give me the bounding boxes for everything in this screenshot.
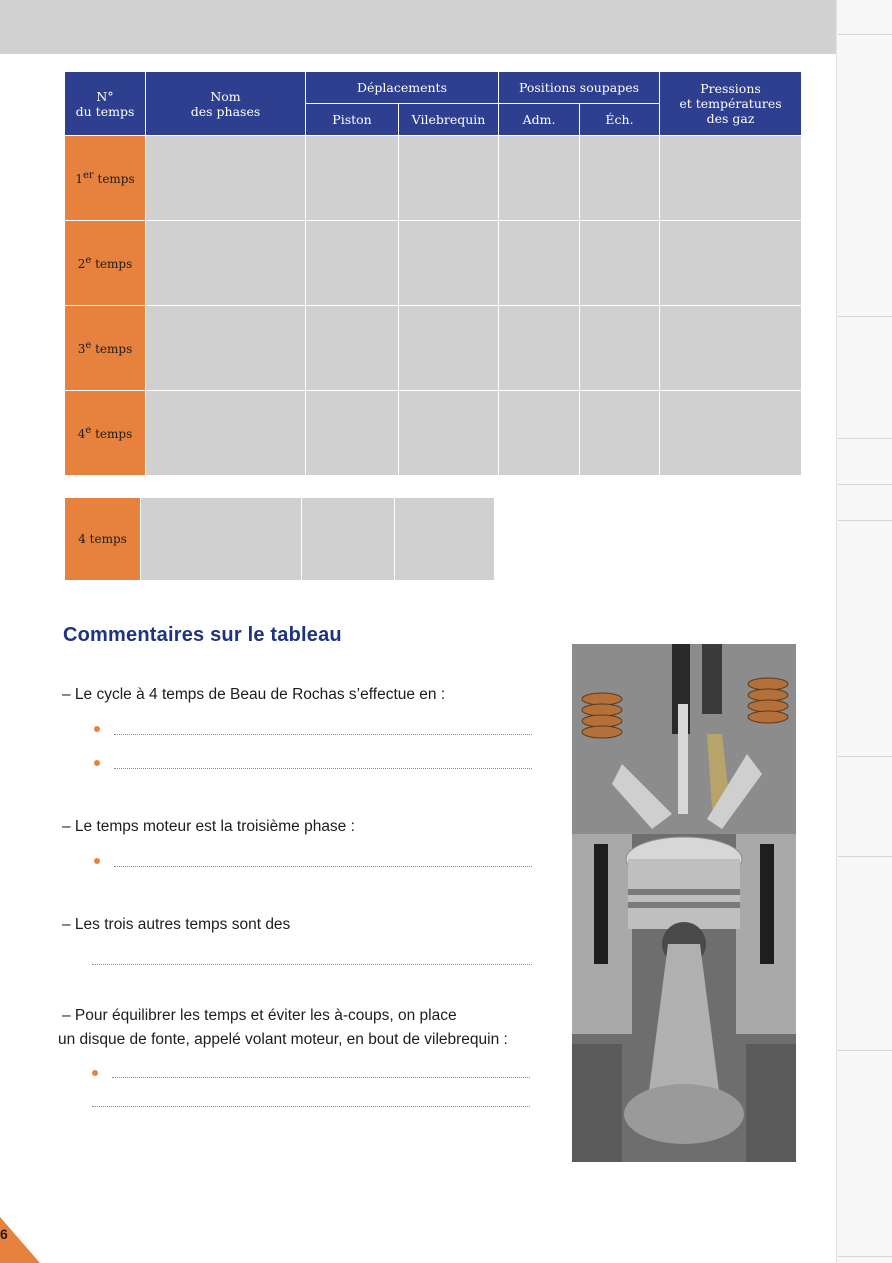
answer-cell[interactable] xyxy=(580,221,660,306)
comment-flywheel xyxy=(58,1004,508,1052)
row-label-text: temps xyxy=(91,342,133,356)
right-margin xyxy=(836,0,892,1263)
comment-power-stroke: – Le temps moteur est la troisième phase : xyxy=(62,818,355,835)
answer-cell[interactable] xyxy=(399,221,499,306)
header-intake: Adm. xyxy=(499,104,580,136)
margin-rule xyxy=(838,1050,892,1051)
bullet-dot xyxy=(94,760,100,766)
engine-cutaway-photo xyxy=(572,644,796,1162)
row-label-four-strokes: 4 temps xyxy=(65,498,141,581)
answer-line[interactable] xyxy=(92,964,532,965)
header-label: des gaz xyxy=(706,111,755,126)
answer-cell[interactable] xyxy=(146,306,306,391)
row-label-stroke-1 xyxy=(65,136,146,221)
answer-line[interactable] xyxy=(114,866,532,867)
answer-cell[interactable] xyxy=(306,391,399,476)
answer-cell[interactable] xyxy=(395,498,495,581)
answer-cell[interactable] xyxy=(146,391,306,476)
header-phase-name xyxy=(146,72,306,136)
answer-cell[interactable] xyxy=(580,136,660,221)
header-piston: Piston xyxy=(306,104,399,136)
header-label: et températures xyxy=(679,96,782,111)
header-label: Nom xyxy=(210,88,241,104)
answer-cell[interactable] xyxy=(306,221,399,306)
table-row xyxy=(65,221,802,306)
row-ordinal: er xyxy=(82,170,94,181)
header-pressure-temp xyxy=(660,72,802,136)
answer-cell[interactable] xyxy=(660,306,802,391)
margin-rule xyxy=(838,856,892,857)
answer-cell[interactable] xyxy=(399,306,499,391)
row-label-stroke-3 xyxy=(65,306,146,391)
margin-rule xyxy=(838,1256,892,1257)
header-stroke-number xyxy=(65,72,146,136)
row-number: 3 xyxy=(77,342,86,356)
header-exhaust: Éch. xyxy=(580,104,660,136)
margin-rule xyxy=(838,756,892,757)
comment-flywheel-line1: – Pour équilibrer les temps et éviter les à-coups, on place xyxy=(62,1007,457,1024)
row-ordinal: e xyxy=(85,340,92,351)
bullet-dot xyxy=(94,858,100,864)
answer-line[interactable] xyxy=(114,734,532,735)
table-row xyxy=(65,306,802,391)
row-ordinal: e xyxy=(85,255,92,266)
header-displacements: Déplacements xyxy=(306,72,499,104)
table-row xyxy=(65,391,802,476)
margin-rule xyxy=(838,316,892,317)
answer-cell[interactable] xyxy=(499,221,580,306)
answer-cell[interactable] xyxy=(141,498,302,581)
section-title: Commentaires sur le tableau xyxy=(63,624,342,646)
row-label-text: temps xyxy=(91,257,133,271)
margin-rule xyxy=(838,484,892,485)
comment-other-strokes: – Les trois autres temps sont des xyxy=(62,916,291,933)
header-label: des phases xyxy=(190,103,261,119)
answer-cell[interactable] xyxy=(580,306,660,391)
answer-cell[interactable] xyxy=(660,221,802,306)
top-band xyxy=(0,0,836,54)
header-label: du temps xyxy=(75,103,135,119)
answer-cell[interactable] xyxy=(499,306,580,391)
answer-cell[interactable] xyxy=(306,306,399,391)
row-label-text: temps xyxy=(91,427,133,441)
answer-cell[interactable] xyxy=(499,391,580,476)
answer-cell[interactable] xyxy=(146,136,306,221)
row-ordinal: e xyxy=(85,425,92,436)
header-crankshaft: Vilebrequin xyxy=(399,104,499,136)
margin-rule xyxy=(838,438,892,439)
row-number: 2 xyxy=(77,257,86,271)
table-row xyxy=(65,136,802,221)
row-label-stroke-2 xyxy=(65,221,146,306)
answer-cell[interactable] xyxy=(399,136,499,221)
answer-cell[interactable] xyxy=(499,136,580,221)
comment-flywheel-line2: un disque de fonte, appelé volant moteur, en bout de vilebrequin : xyxy=(58,1031,508,1048)
answer-cell[interactable] xyxy=(146,221,306,306)
row-number: 4 xyxy=(77,427,86,441)
bullet-dot xyxy=(92,1070,98,1076)
engine-cutaway-drawing xyxy=(572,644,796,1162)
margin-rule xyxy=(838,34,892,35)
phases-table xyxy=(64,71,802,476)
row-number: 1 xyxy=(75,172,83,186)
comment-cycle: – Le cycle à 4 temps de Beau de Rochas s’effectue en : xyxy=(62,686,446,703)
header-valve-positions: Positions soupapes xyxy=(499,72,660,104)
row-label-stroke-4 xyxy=(65,391,146,476)
page-number: 6 xyxy=(0,1226,8,1242)
header-label: Pressions xyxy=(700,81,761,96)
bullet-dot xyxy=(94,726,100,732)
answer-cell[interactable] xyxy=(660,136,802,221)
margin-rule xyxy=(838,520,892,521)
answer-cell[interactable] xyxy=(580,391,660,476)
answer-line[interactable] xyxy=(112,1077,530,1078)
table-row xyxy=(65,498,495,581)
answer-cell[interactable] xyxy=(306,136,399,221)
summary-table xyxy=(64,497,495,581)
answer-cell[interactable] xyxy=(302,498,395,581)
answer-cell[interactable] xyxy=(660,391,802,476)
row-label-text: temps xyxy=(93,172,135,186)
answer-line[interactable] xyxy=(114,768,532,769)
header-label: N° xyxy=(96,88,114,104)
answer-cell[interactable] xyxy=(399,391,499,476)
answer-line[interactable] xyxy=(92,1106,530,1107)
